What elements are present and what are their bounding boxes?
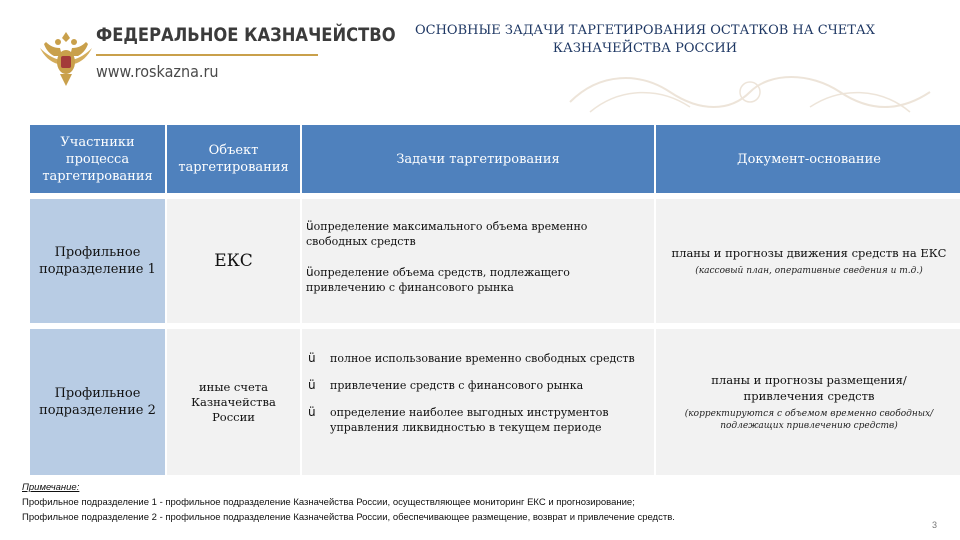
row2-document xyxy=(656,329,960,475)
check-icon: ü xyxy=(308,351,316,365)
row1-task-1 xyxy=(306,219,642,249)
row2-task-3-text: определение наиболее выгодных инструментов управления ликвидностью в текущем периоде xyxy=(330,406,609,434)
footnote xyxy=(22,480,922,525)
row1-task-1-text: определение максимального объема временно свободных средств xyxy=(306,220,588,248)
row2-document-main: планы и прогнозы размещения/привлечения средств xyxy=(711,373,907,403)
check-icon: ü xyxy=(308,378,316,392)
page-number: 3 xyxy=(932,520,938,530)
row1-object xyxy=(167,199,300,323)
row1-document-note: (кассовый план, оперативные сведения и т.д.) xyxy=(695,266,923,276)
row2-object xyxy=(167,329,300,475)
logo-divider xyxy=(96,54,318,56)
title-line-1: ОСНОВНЫЕ ЗАДАЧИ ТАРГЕТИРОВАНИЯ ОСТАТКОВ НА СЧЕТАХ xyxy=(414,23,876,38)
header-tasks-text: Задачи таргетирования xyxy=(396,151,560,167)
row2-participant xyxy=(30,329,165,475)
row2-task-3 xyxy=(308,405,642,435)
eagle-emblem-icon xyxy=(36,26,96,90)
targeting-table xyxy=(30,125,960,475)
header-object-text: Объект таргетирования xyxy=(178,143,289,175)
row2-document-note: (корректируются с объемом временно свободных/подлежащих привлечению средств) xyxy=(684,409,934,431)
header-object xyxy=(167,125,300,193)
header-document-text: Документ-основание xyxy=(737,151,881,167)
row1-tasks xyxy=(302,199,654,323)
header-tasks xyxy=(302,125,654,193)
row1-task-2-text: определение объема средств, подлежащего привлечению с финансового рынка xyxy=(306,266,570,294)
org-name: ФЕДЕРАЛЬНОЕ КАЗНАЧЕЙСТВО xyxy=(96,24,396,46)
header-participants xyxy=(30,125,165,193)
row1-participant-text: Профильное подразделение 1 xyxy=(39,245,156,277)
row2-task-2-text: привлечение средств с финансового рынка xyxy=(330,379,584,392)
row1-document-main xyxy=(664,245,954,277)
logo-block xyxy=(36,18,396,98)
footnote-title: Примечание: xyxy=(22,482,80,493)
check-icon: ü xyxy=(308,405,316,419)
row1-task-2 xyxy=(306,265,642,295)
row1-document-main-text: планы и прогнозы движения средств на ЕКС xyxy=(671,246,947,260)
row2-participant-text: Профильное подразделение 2 xyxy=(39,386,156,418)
header-document xyxy=(656,125,960,193)
row2-tasks xyxy=(302,329,654,475)
row1-document xyxy=(656,199,960,323)
footnote-line-1: Профильное подразделение 1 - профильное подразделение Казначейства России, осуществляющее мониторинг ЕКС и прогнозирование; xyxy=(22,497,635,508)
row2-task-1-text: полное использование временно свободных средств xyxy=(330,352,635,365)
header-participants-text: Участники процесса таргетирования xyxy=(42,134,153,184)
page-title xyxy=(370,22,920,58)
row2-task-2 xyxy=(308,378,583,393)
row1-participant xyxy=(30,199,165,323)
row2-object-text: иные счета Казначейства России xyxy=(191,379,276,424)
check-icon: ü xyxy=(306,219,314,233)
title-line-2: КАЗНАЧЕЙСТВА РОССИИ xyxy=(552,41,738,56)
org-url-link[interactable]: www.roskazna.ru xyxy=(96,62,219,81)
watermark-ornament-icon xyxy=(560,62,940,130)
row1-object-text: ЕКС xyxy=(214,251,253,271)
check-icon: ü xyxy=(306,265,314,279)
footnote-line-2: Профильное подразделение 2 - профильное подразделение Казначейства России, обеспечивающее размещение, возврат и привлечение средств. xyxy=(22,512,675,523)
row2-task-1 xyxy=(308,351,635,366)
